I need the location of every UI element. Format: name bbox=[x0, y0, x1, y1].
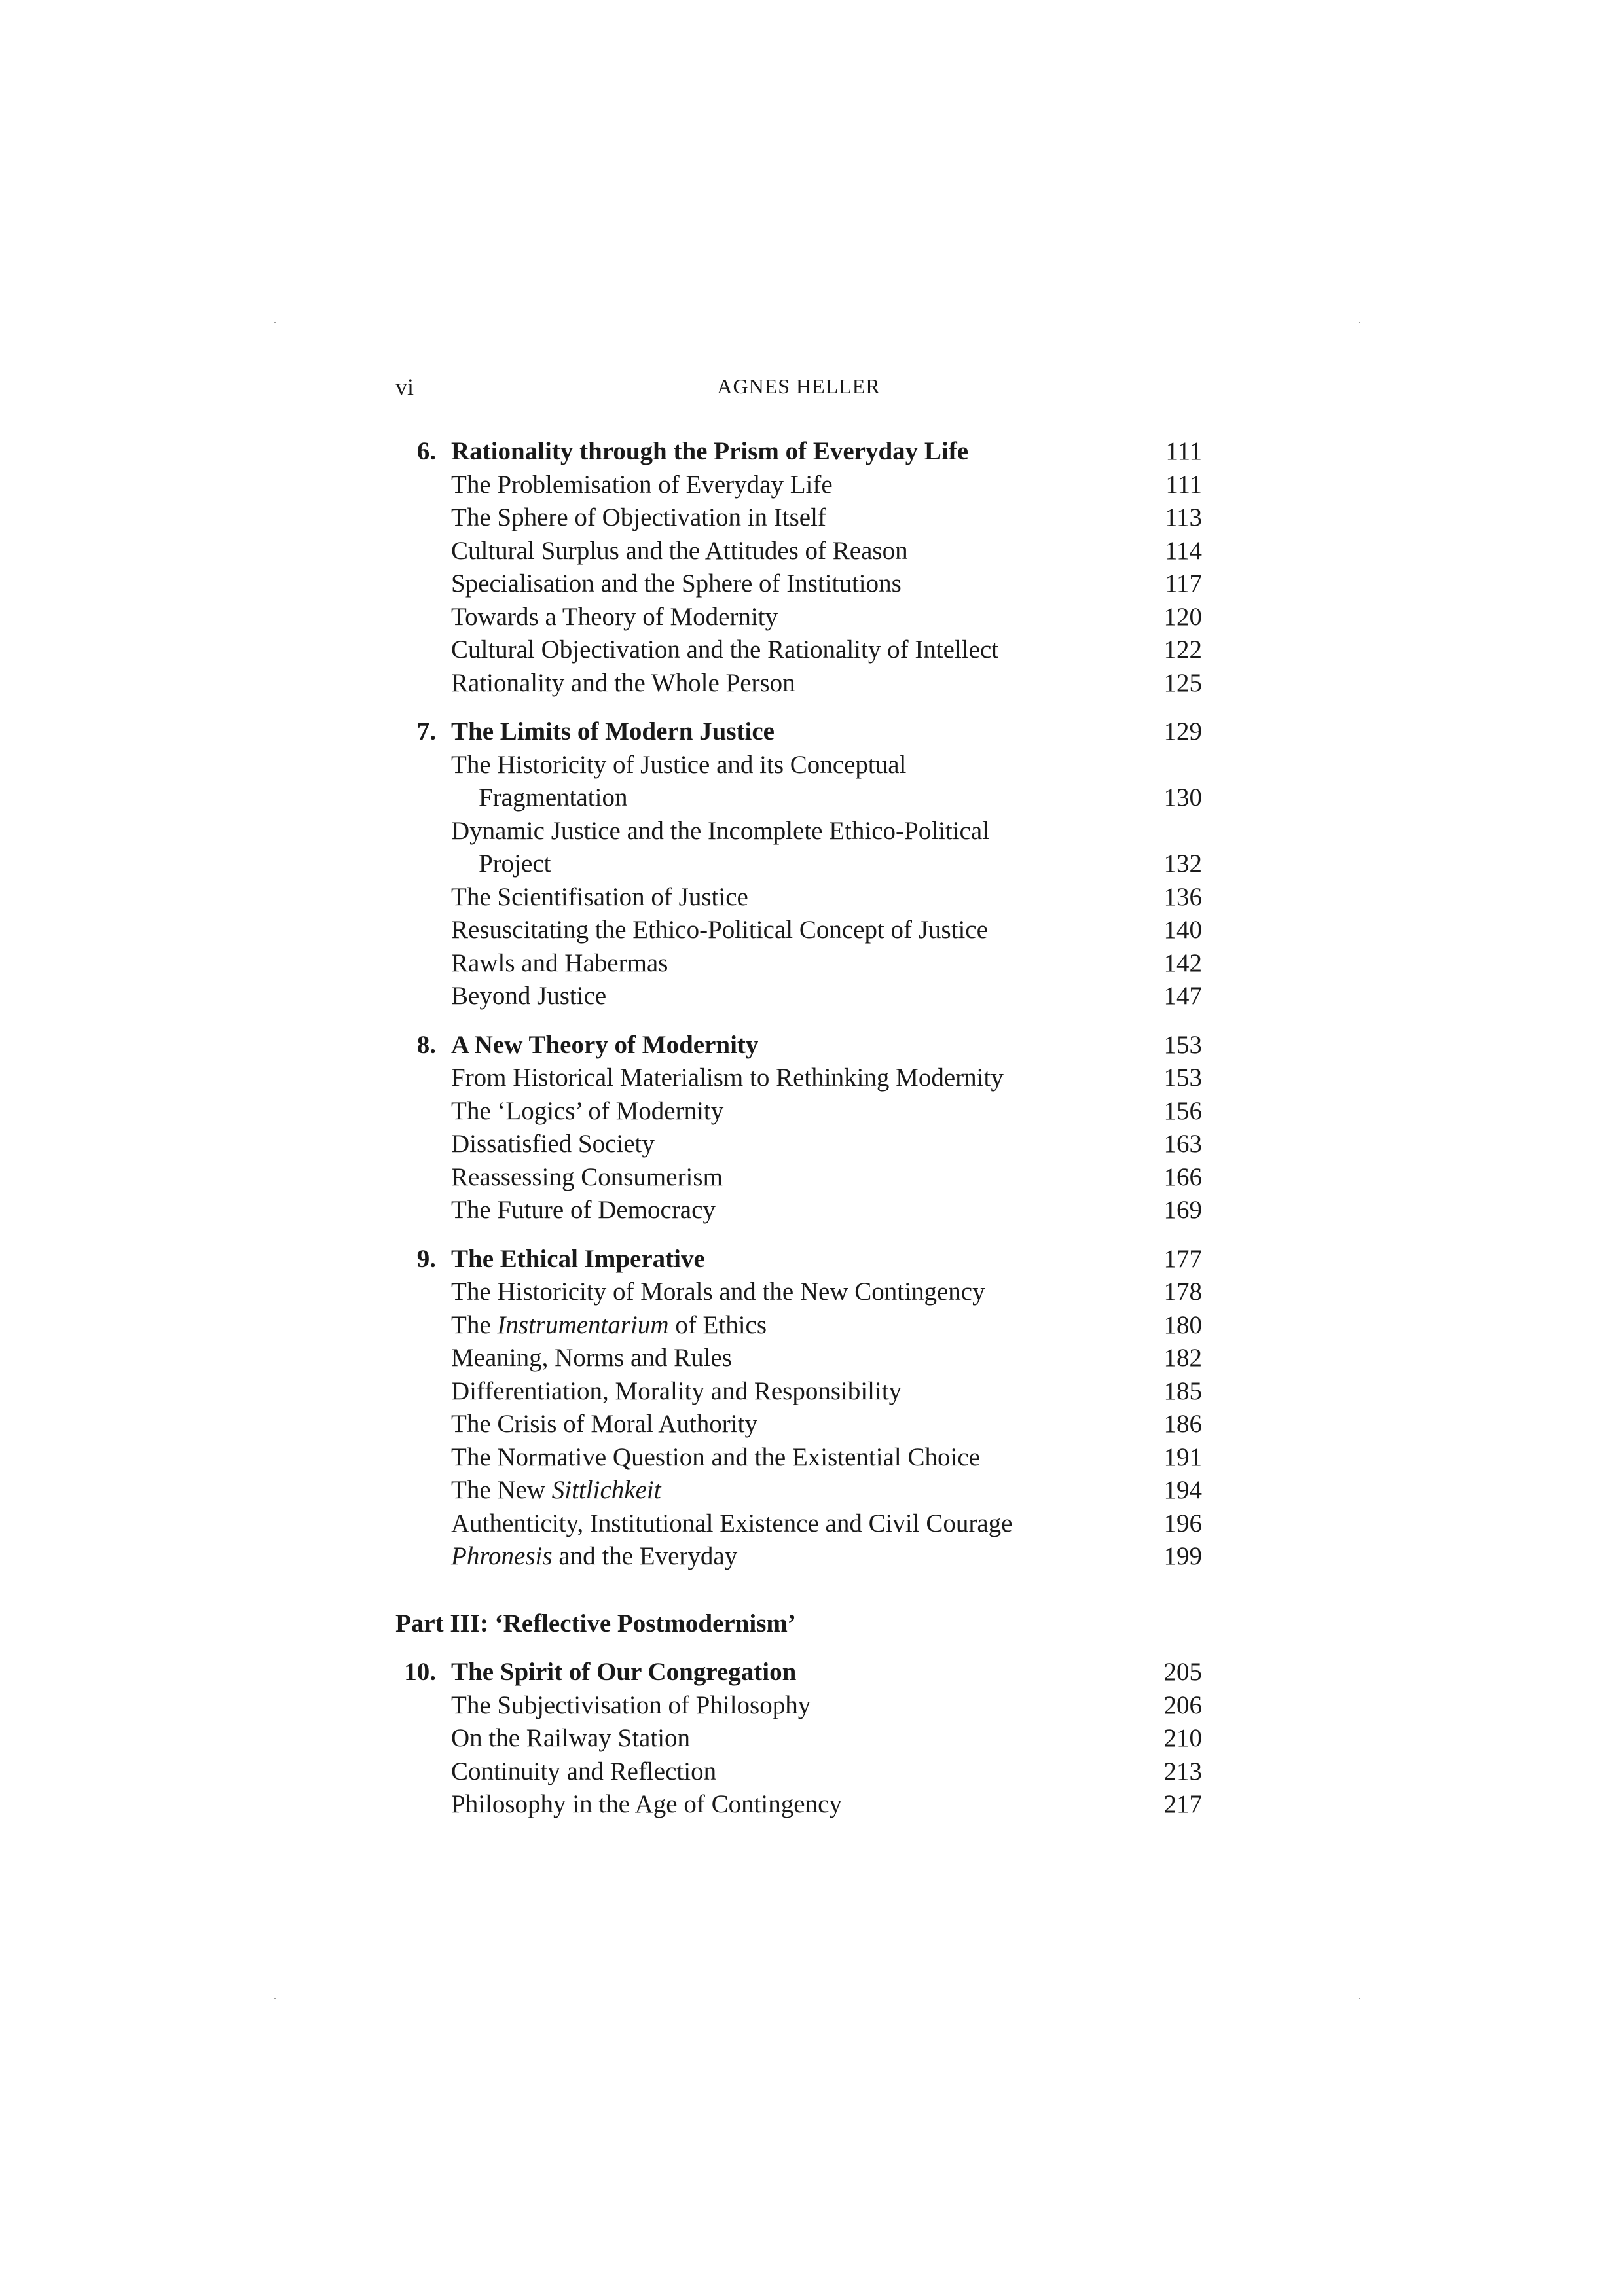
chapter-heading bbox=[395, 715, 1202, 749]
page-number: 156 bbox=[1163, 1096, 1202, 1125]
chapter-heading bbox=[395, 1243, 1202, 1276]
section-title-continuation: Project bbox=[479, 850, 551, 878]
section-entry bbox=[395, 815, 1202, 881]
section-entry bbox=[395, 1408, 1202, 1441]
section-entry bbox=[395, 667, 1202, 700]
section-entry bbox=[395, 1375, 1202, 1408]
section-title: The ‘Logics’ of Modernity bbox=[451, 1096, 724, 1125]
section-title-pre: The bbox=[451, 1310, 498, 1339]
section-title: Towards a Theory of Modernity bbox=[451, 602, 778, 631]
section-title-italic: Phronesis bbox=[451, 1542, 553, 1570]
page-number: 194 bbox=[1163, 1476, 1202, 1504]
crop-mark-top-right bbox=[1359, 322, 1360, 323]
section-title bbox=[451, 1309, 1202, 1342]
section-title: Philosophy in the Age of Contingency bbox=[451, 1790, 842, 1818]
page-number: 117 bbox=[1164, 569, 1202, 598]
chapter-number: 6. bbox=[416, 437, 436, 465]
section-entry bbox=[395, 1309, 1202, 1342]
section-entry bbox=[395, 1128, 1202, 1161]
section-title-italic: Sittlichkeit bbox=[551, 1476, 661, 1504]
section-title-italic: Instrumentarium bbox=[497, 1310, 669, 1339]
chapter-number: 8. bbox=[416, 1030, 436, 1059]
section-title bbox=[451, 1540, 1202, 1573]
page-number: 163 bbox=[1163, 1130, 1202, 1158]
section-title: The Subjectivisation of Philosophy bbox=[451, 1691, 811, 1719]
chapter-title: The Ethical Imperative bbox=[451, 1244, 705, 1273]
chapter-10 bbox=[395, 1656, 1202, 1821]
chapter-7 bbox=[395, 715, 1202, 1013]
section-entry bbox=[395, 1342, 1202, 1375]
section-title: Reassessing Consumerism bbox=[451, 1162, 723, 1191]
chapter-heading bbox=[395, 1029, 1202, 1062]
page-number: 111 bbox=[1165, 470, 1202, 499]
section-title: Beyond Justice bbox=[451, 982, 607, 1010]
page-number: 125 bbox=[1163, 668, 1202, 697]
section-entry bbox=[395, 1722, 1202, 1755]
section-entry bbox=[395, 601, 1202, 634]
part-heading: Part III: ‘Reflective Postmodernism’ bbox=[395, 1609, 796, 1638]
page-number: 153 bbox=[1163, 1064, 1202, 1092]
chapter-title: Rationality through the Prism of Everyday Life bbox=[451, 437, 969, 465]
chapter-heading bbox=[395, 435, 1202, 469]
page-number: 132 bbox=[1163, 850, 1202, 878]
section-entry bbox=[395, 1474, 1202, 1507]
page-header bbox=[395, 373, 1202, 406]
table-of-contents bbox=[395, 435, 1202, 1837]
section-entry bbox=[395, 1441, 1202, 1475]
section-title-post: of Ethics bbox=[668, 1310, 767, 1339]
page-folio: vi bbox=[395, 374, 414, 400]
section-title-post: and the Everyday bbox=[552, 1542, 738, 1570]
page-number: 213 bbox=[1163, 1757, 1202, 1785]
section-title-continuation: Fragmentation bbox=[479, 783, 628, 812]
page-number: 177 bbox=[1163, 1244, 1202, 1273]
chapter-8 bbox=[395, 1029, 1202, 1227]
page-number: 186 bbox=[1163, 1410, 1202, 1438]
crop-mark-bottom-left bbox=[274, 1998, 276, 1999]
page-number: 122 bbox=[1163, 636, 1202, 664]
page-number: 111 bbox=[1165, 437, 1202, 465]
page-number: 178 bbox=[1163, 1278, 1202, 1306]
page-number: 130 bbox=[1163, 783, 1202, 812]
page-number: 153 bbox=[1163, 1030, 1202, 1059]
section-title: Resuscitating the Ethico-Political Concept of Justice bbox=[451, 916, 988, 944]
section-entry bbox=[395, 1689, 1202, 1723]
section-entry bbox=[395, 914, 1202, 947]
chapter-9 bbox=[395, 1243, 1202, 1573]
section-entry bbox=[395, 1507, 1202, 1541]
section-title: Cultural Objectivation and the Rationality of Intellect bbox=[451, 636, 999, 664]
section-entry bbox=[395, 1276, 1202, 1309]
section-entry bbox=[395, 1788, 1202, 1821]
page-number: 199 bbox=[1163, 1542, 1202, 1570]
section-title: Specialisation and the Sphere of Institutions bbox=[451, 569, 902, 598]
section-title: The Crisis of Moral Authority bbox=[451, 1410, 757, 1438]
section-title bbox=[451, 1474, 1202, 1507]
section-entry bbox=[395, 535, 1202, 568]
section-entry bbox=[395, 1062, 1202, 1095]
section-title: Continuity and Reflection bbox=[451, 1757, 717, 1785]
page-number: 113 bbox=[1164, 503, 1202, 531]
section-title: The Problemisation of Everyday Life bbox=[451, 470, 833, 499]
section-entry bbox=[395, 634, 1202, 667]
section-title: The Scientifisation of Justice bbox=[451, 882, 748, 911]
page-number: 180 bbox=[1163, 1310, 1202, 1339]
section-title: On the Railway Station bbox=[451, 1724, 691, 1752]
page-number: 217 bbox=[1163, 1790, 1202, 1818]
chapter-title: The Limits of Modern Justice bbox=[451, 717, 775, 745]
chapter-6 bbox=[395, 435, 1202, 700]
section-title: Authenticity, Institutional Existence and Civil Courage bbox=[451, 1509, 1013, 1537]
section-entry bbox=[395, 1540, 1202, 1573]
page-number: 166 bbox=[1163, 1162, 1202, 1191]
section-title: Differentiation, Morality and Responsibility bbox=[451, 1376, 902, 1405]
section-title: The Historicity of Morals and the New Contingency bbox=[451, 1278, 985, 1306]
page-number: 210 bbox=[1163, 1724, 1202, 1752]
crop-mark-bottom-right bbox=[1359, 1998, 1360, 1999]
section-entry bbox=[395, 1755, 1202, 1789]
section-entry bbox=[395, 1194, 1202, 1227]
section-entry bbox=[395, 469, 1202, 502]
page-number: 136 bbox=[1163, 882, 1202, 911]
chapter-number: 9. bbox=[416, 1244, 436, 1273]
page-number: 196 bbox=[1163, 1509, 1202, 1537]
page-number: 205 bbox=[1163, 1658, 1202, 1686]
section-title: The Future of Democracy bbox=[451, 1196, 716, 1224]
section-entry bbox=[395, 749, 1202, 815]
page-number: 147 bbox=[1163, 982, 1202, 1010]
section-title: Dissatisfied Society bbox=[451, 1130, 655, 1158]
page-number: 129 bbox=[1163, 717, 1202, 745]
page-number: 206 bbox=[1163, 1691, 1202, 1719]
section-title bbox=[451, 749, 1202, 815]
page-number: 120 bbox=[1163, 602, 1202, 631]
crop-mark-top-left bbox=[274, 322, 276, 323]
section-entry bbox=[395, 980, 1202, 1013]
section-title: The Normative Question and the Existential Choice bbox=[451, 1443, 980, 1471]
section-entry bbox=[395, 1161, 1202, 1194]
section-title: Rationality and the Whole Person bbox=[451, 668, 795, 697]
chapter-number: 7. bbox=[416, 717, 436, 745]
page-number: 114 bbox=[1164, 536, 1202, 565]
section-title: The Sphere of Objectivation in Itself bbox=[451, 503, 826, 531]
page-number: 185 bbox=[1163, 1376, 1202, 1405]
section-title-line: The Historicity of Justice and its Conceptual bbox=[451, 750, 907, 779]
page-number: 182 bbox=[1163, 1344, 1202, 1372]
section-title bbox=[451, 815, 1202, 881]
chapter-title: The Spirit of Our Congregation bbox=[451, 1658, 797, 1686]
section-title-line: Dynamic Justice and the Incomplete Ethico-Political bbox=[451, 816, 990, 845]
section-title: Meaning, Norms and Rules bbox=[451, 1344, 732, 1372]
section-title: Rawls and Habermas bbox=[451, 948, 668, 977]
page-number: 142 bbox=[1163, 948, 1202, 977]
section-entry bbox=[395, 1095, 1202, 1128]
section-entry bbox=[395, 881, 1202, 914]
chapter-heading bbox=[395, 1656, 1202, 1689]
chapter-title: A New Theory of Modernity bbox=[451, 1030, 759, 1059]
section-title-pre: The New bbox=[451, 1476, 552, 1504]
section-entry bbox=[395, 567, 1202, 601]
section-title: From Historical Materialism to Rethinking Modernity bbox=[451, 1064, 1004, 1092]
section-title: Cultural Surplus and the Attitudes of Reason bbox=[451, 536, 908, 565]
page-number: 191 bbox=[1163, 1443, 1202, 1471]
page-number: 140 bbox=[1163, 916, 1202, 944]
page-number: 169 bbox=[1163, 1196, 1202, 1224]
chapter-number: 10. bbox=[404, 1658, 436, 1686]
section-entry bbox=[395, 501, 1202, 535]
running-head: AGNES HELLER bbox=[717, 374, 881, 398]
section-entry bbox=[395, 947, 1202, 980]
